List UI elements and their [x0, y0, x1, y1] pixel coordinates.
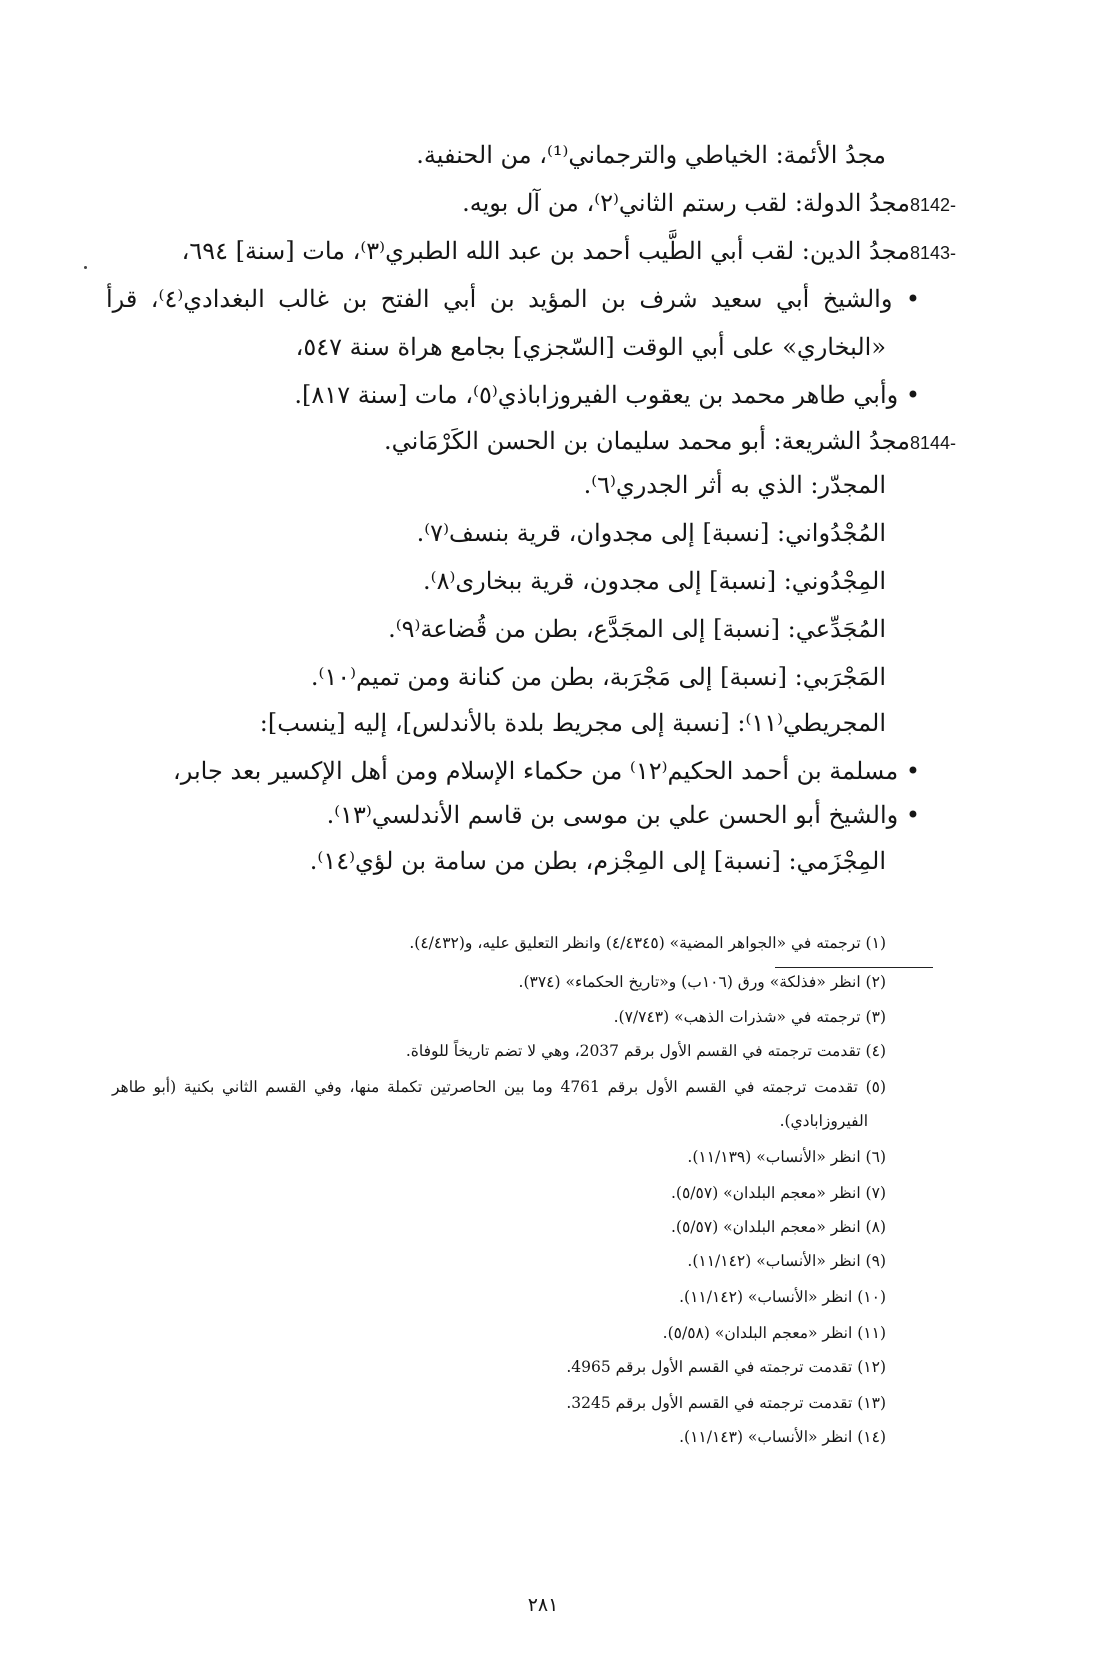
footnote-separator	[775, 967, 933, 968]
footnote-5-continuation: الفيروزابادي).	[779, 1112, 868, 1130]
footnote-11: (١١) انظر «معجم البلدان» (٥/٥٨).	[662, 1324, 886, 1342]
entry-majd-al-aimma: مجدُ الأئمة: الخياطي والترجماني⁽¹⁾، من الحنفية.	[416, 141, 886, 169]
footnote-4: (٤) تقدمت ترجمته في القسم الأول برقم 2037، وهي لا تضم تاريخاً للوفاة.	[405, 1042, 886, 1060]
footnote-10: (١٠) انظر «الأنساب» (١١/١٤٢).	[679, 1288, 886, 1306]
footnote-7: (٧) انظر «معجم البلدان» (٥/٥٧).	[671, 1184, 886, 1202]
footnote-5: (٥) تقدمت ترجمته في القسم الأول برقم 4761 وما بين الحاصرتين تكملة منها، وفي القسم الثاني بكنية (أبو طاهر	[112, 1078, 887, 1096]
bullet-sharaf-al-baghdadi: • والشيخ أبي سعيد شرف بن المؤيد بن أبي الفتح بن غالب البغدادي⁽٤⁾، قرأ	[106, 285, 920, 313]
entry-al-mijduni: المِجْدُوني: [نسبة] إلى مجدون، قرية ببخارى⁽٨⁾.	[423, 567, 886, 595]
entry-text: مجدُ الشريعة: أبو محمد سليمان بن الحسن الكَرْمَاني.	[384, 427, 910, 455]
entry-number: 8142-	[909, 195, 956, 215]
footnote-1: (١) ترجمته في «الجواهر المضية» (٤/٤٣٤٥) وانظر التعليق عليه، و(٤/٤٣٢).	[409, 934, 886, 952]
scan-speck	[84, 266, 87, 269]
footnote-6: (٦) انظر «الأنساب» (١١/١٣٩).	[687, 1148, 886, 1166]
bullet-maslama: • مسلمة بن أحمد الحكيم⁽١٢⁾ من حكماء الإسلام ومن أهل الإكسير بعد جابر،	[173, 757, 920, 785]
entry-al-mujaddii: المُجَدِّعي: [نسبة] إلى المجَدَّع، بطن من قُضاعة⁽٩⁾.	[388, 615, 886, 643]
bullet-fayruzabadhi: • وأبي طاهر محمد بن يعقوب الفيروزاباذي⁽٥⁾، مات [سنة ٨١٧].	[294, 381, 920, 409]
entry-8142	[462, 186, 956, 222]
entry-al-mujaddar: المجدّر: الذي به أثر الجدري⁽٦⁾.	[583, 471, 886, 499]
entry-8143	[182, 234, 956, 270]
footnote-13: (١٣) تقدمت ترجمته في القسم الأول برقم 3245.	[566, 1394, 886, 1412]
entry-8144	[384, 424, 956, 460]
entry-number: 8144-	[909, 433, 956, 453]
entry-al-mujduwani: المُجْدُواني: [نسبة] إلى مجدوان، قرية بنسف⁽٧⁾.	[416, 519, 886, 547]
footnote-8: (٨) انظر «معجم البلدان» (٥/٥٧).	[671, 1218, 886, 1236]
footnote-3: (٣) ترجمته في «شذرات الذهب» (٧/٧٤٣).	[613, 1008, 886, 1026]
bullet-abu-al-hasan: • والشيخ أبو الحسن علي بن موسى بن قاسم الأندلسي⁽١٣⁾.	[326, 801, 920, 829]
bullet-continuation-bukhari: «البخاري» على أبي الوقت [السّجزي] بجامع هراة سنة ٥٤٧،	[295, 333, 886, 361]
entry-al-majrabi: المَجْرَبي: [نسبة] إلى مَجْرَبة، بطن من كنانة ومن تميم⁽١٠⁾.	[310, 663, 886, 691]
entry-al-majriti: المجريطي⁽١١⁾: [نسبة إلى مجريط بلدة بالأندلس]، إليه [ينسب]:	[259, 709, 886, 737]
entry-text: مجدُ الدولة: لقب رستم الثاني⁽٢⁾، من آل بويه.	[462, 189, 910, 217]
entry-number: 8143-	[909, 243, 956, 263]
footnote-14: (١٤) انظر «الأنساب» (١١/١٤٣).	[679, 1428, 886, 1446]
footnote-12: (١٢) تقدمت ترجمته في القسم الأول برقم 4965.	[566, 1358, 886, 1376]
footnote-9: (٩) انظر «الأنساب» (١١/١٤٢).	[687, 1252, 886, 1270]
footnote-2: (٢) انظر «فذلكة» ورق (١٠٦ب) و«تاريخ الحكماء» (٣٧٤).	[518, 973, 886, 991]
page-number: ٢٨١	[527, 1594, 559, 1616]
entry-al-mijzami: المِجْزَمي: [نسبة] إلى المِجْزم، بطن من سامة بن لؤي⁽١٤⁾.	[309, 847, 886, 875]
entry-text: مجدُ الدين: لقب أبي الطَّيب أحمد بن عبد الله الطبري⁽٣⁾، مات [سنة] ٦٩٤،	[181, 237, 910, 265]
